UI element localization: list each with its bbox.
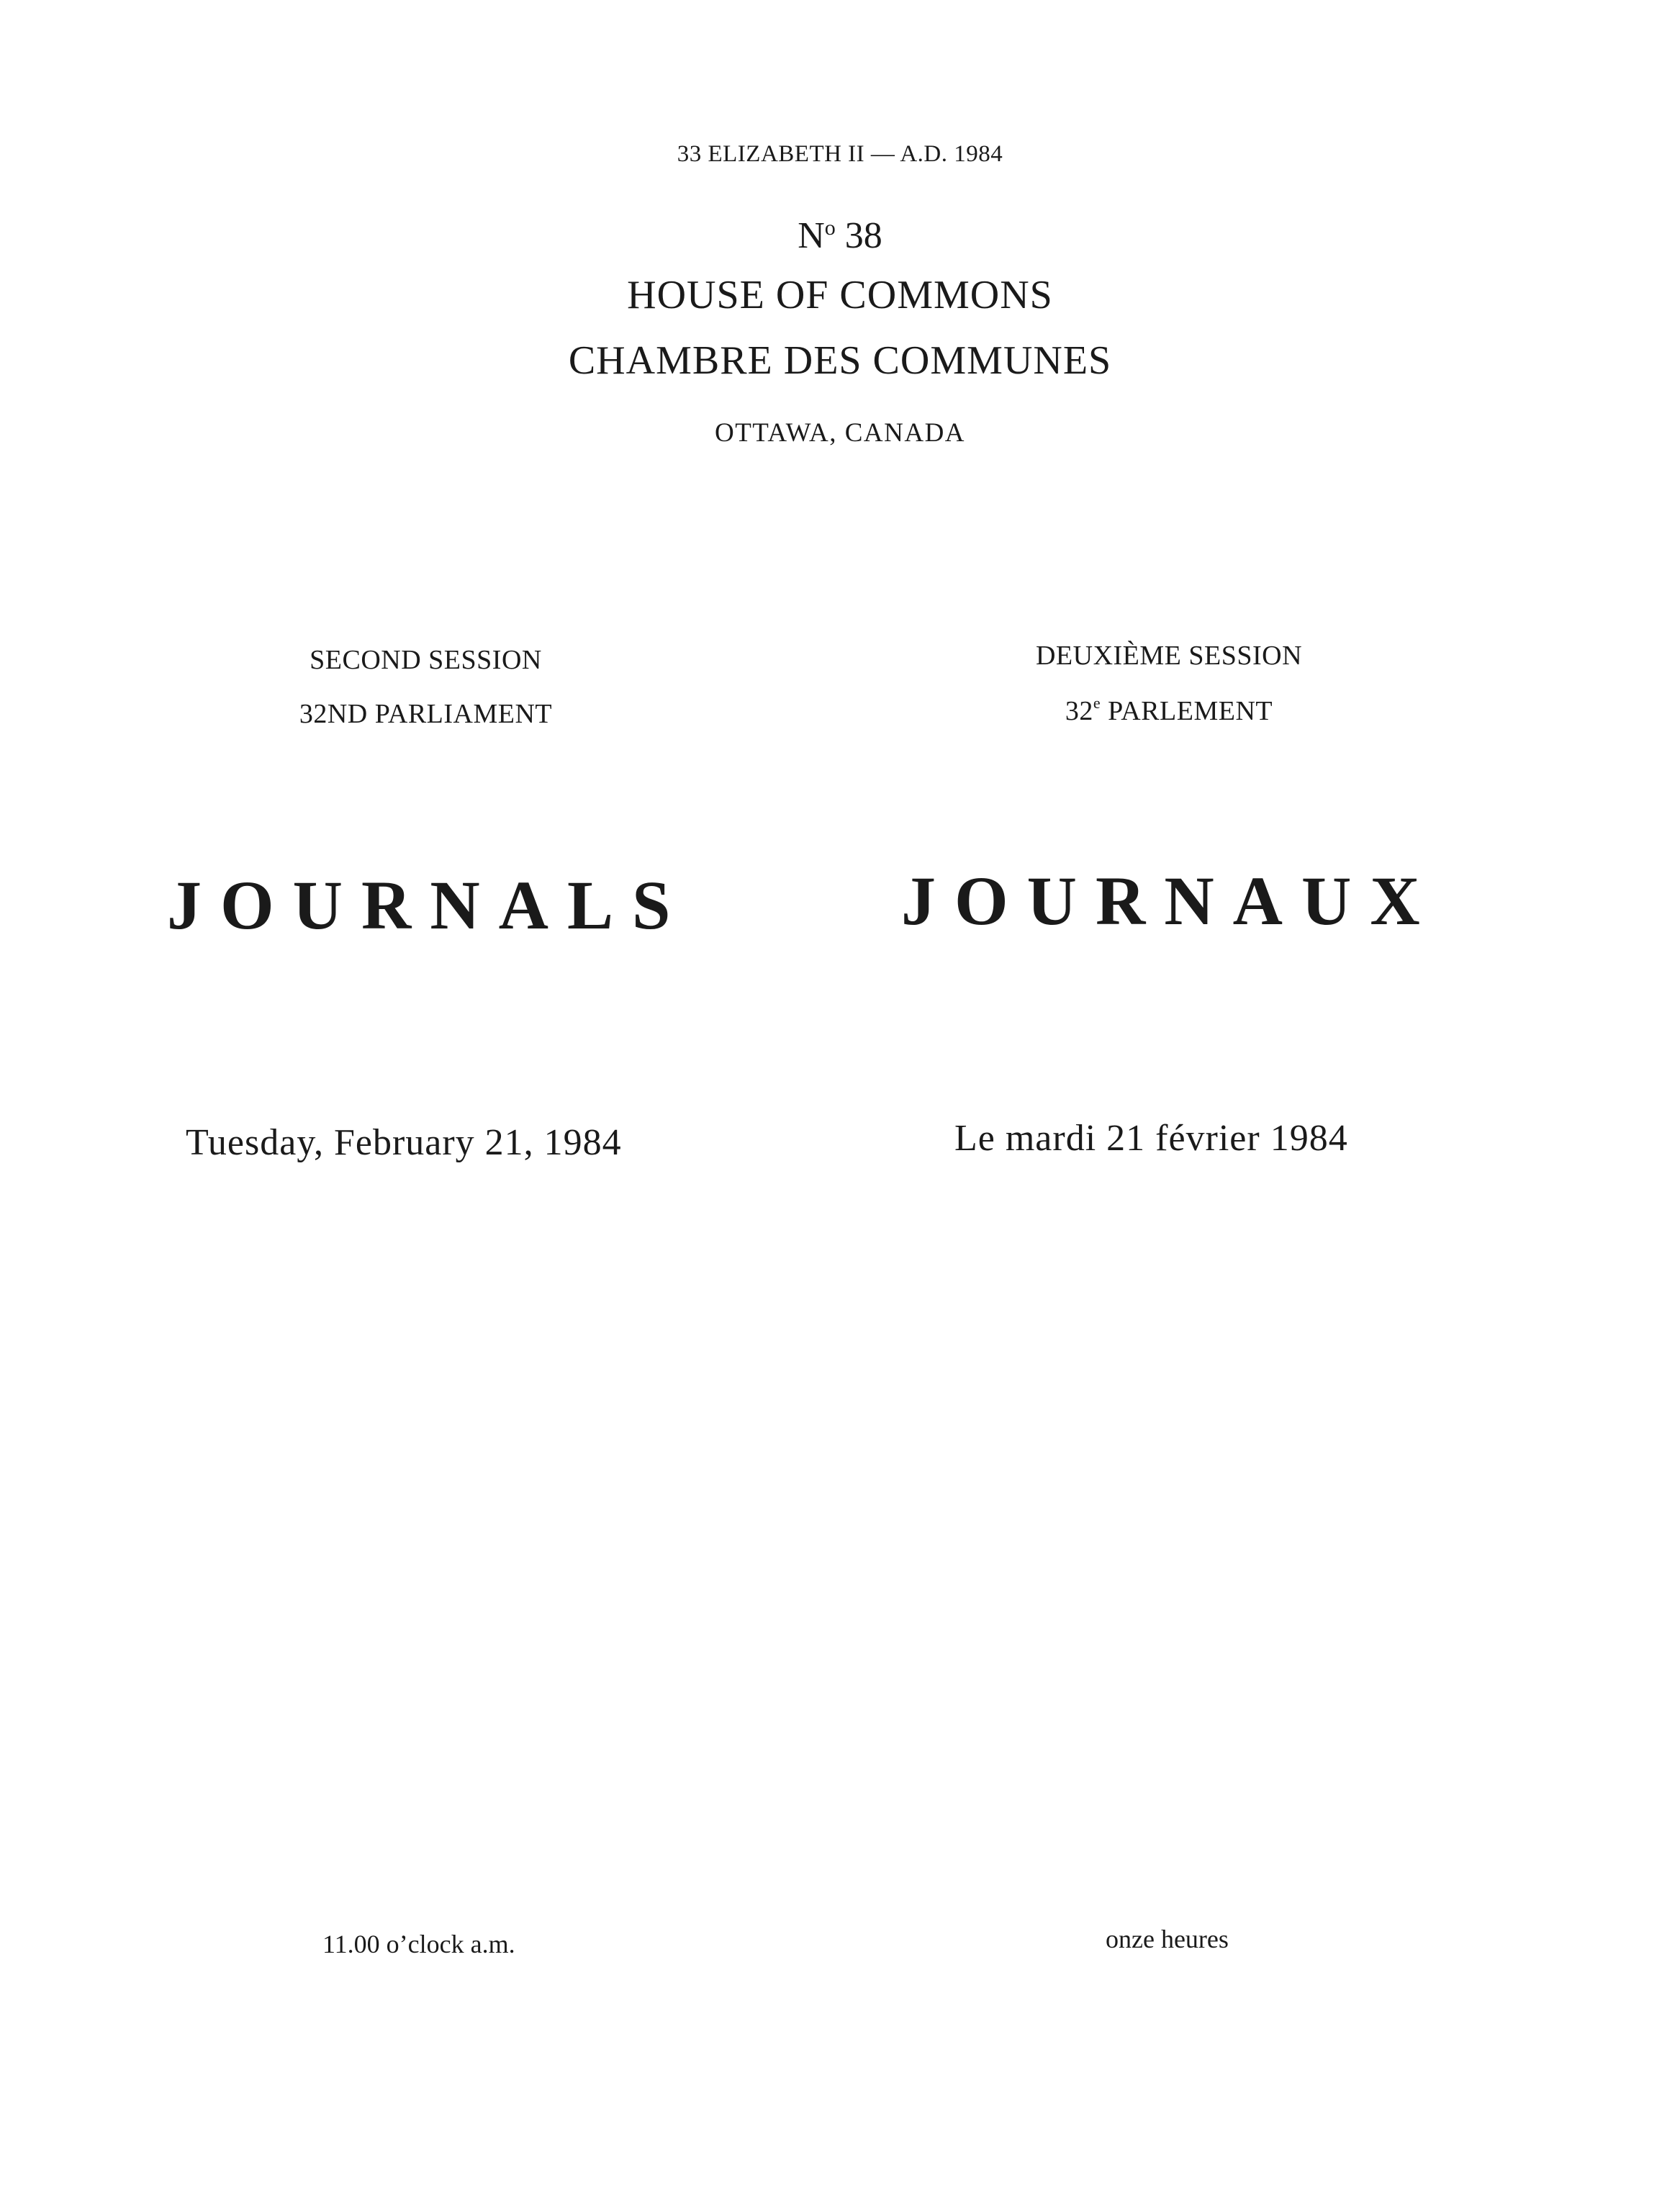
parliament-text-fr: PARLEMENT (1101, 696, 1273, 726)
house-name-french: CHAMBRE DES COMMUNES (568, 338, 1112, 383)
time-french: onze heures (1106, 1925, 1229, 1953)
parliament-english: 32ND PARLIAMENT (299, 699, 553, 729)
place: OTTAWA, CANADA (714, 418, 966, 448)
number-prefix: N (798, 215, 825, 256)
regnal-year: 33 ELIZABETH II — A.D. 1984 (677, 141, 1003, 167)
journal-number (0, 214, 1680, 257)
title-french: JOURNAUX (901, 862, 1439, 939)
session-english: SECOND SESSION (310, 645, 542, 675)
date-french: Le mardi 21 février 1984 (954, 1118, 1348, 1159)
house-name-english: HOUSE OF COMMONS (627, 273, 1053, 317)
date-english: Tuesday, February 21, 1984 (186, 1122, 622, 1163)
parliament-number-fr: 32 (1065, 696, 1093, 726)
number-superscript: o (824, 216, 836, 240)
parliament-superscript-fr: e (1093, 694, 1101, 712)
session-french: DEUXIÈME SESSION (1035, 641, 1303, 671)
number-value: 38 (835, 215, 882, 256)
time-english: 11.00 o’clock a.m. (322, 1930, 515, 1958)
title-english: JOURNALS (167, 867, 690, 944)
parliament-french (809, 694, 1529, 727)
